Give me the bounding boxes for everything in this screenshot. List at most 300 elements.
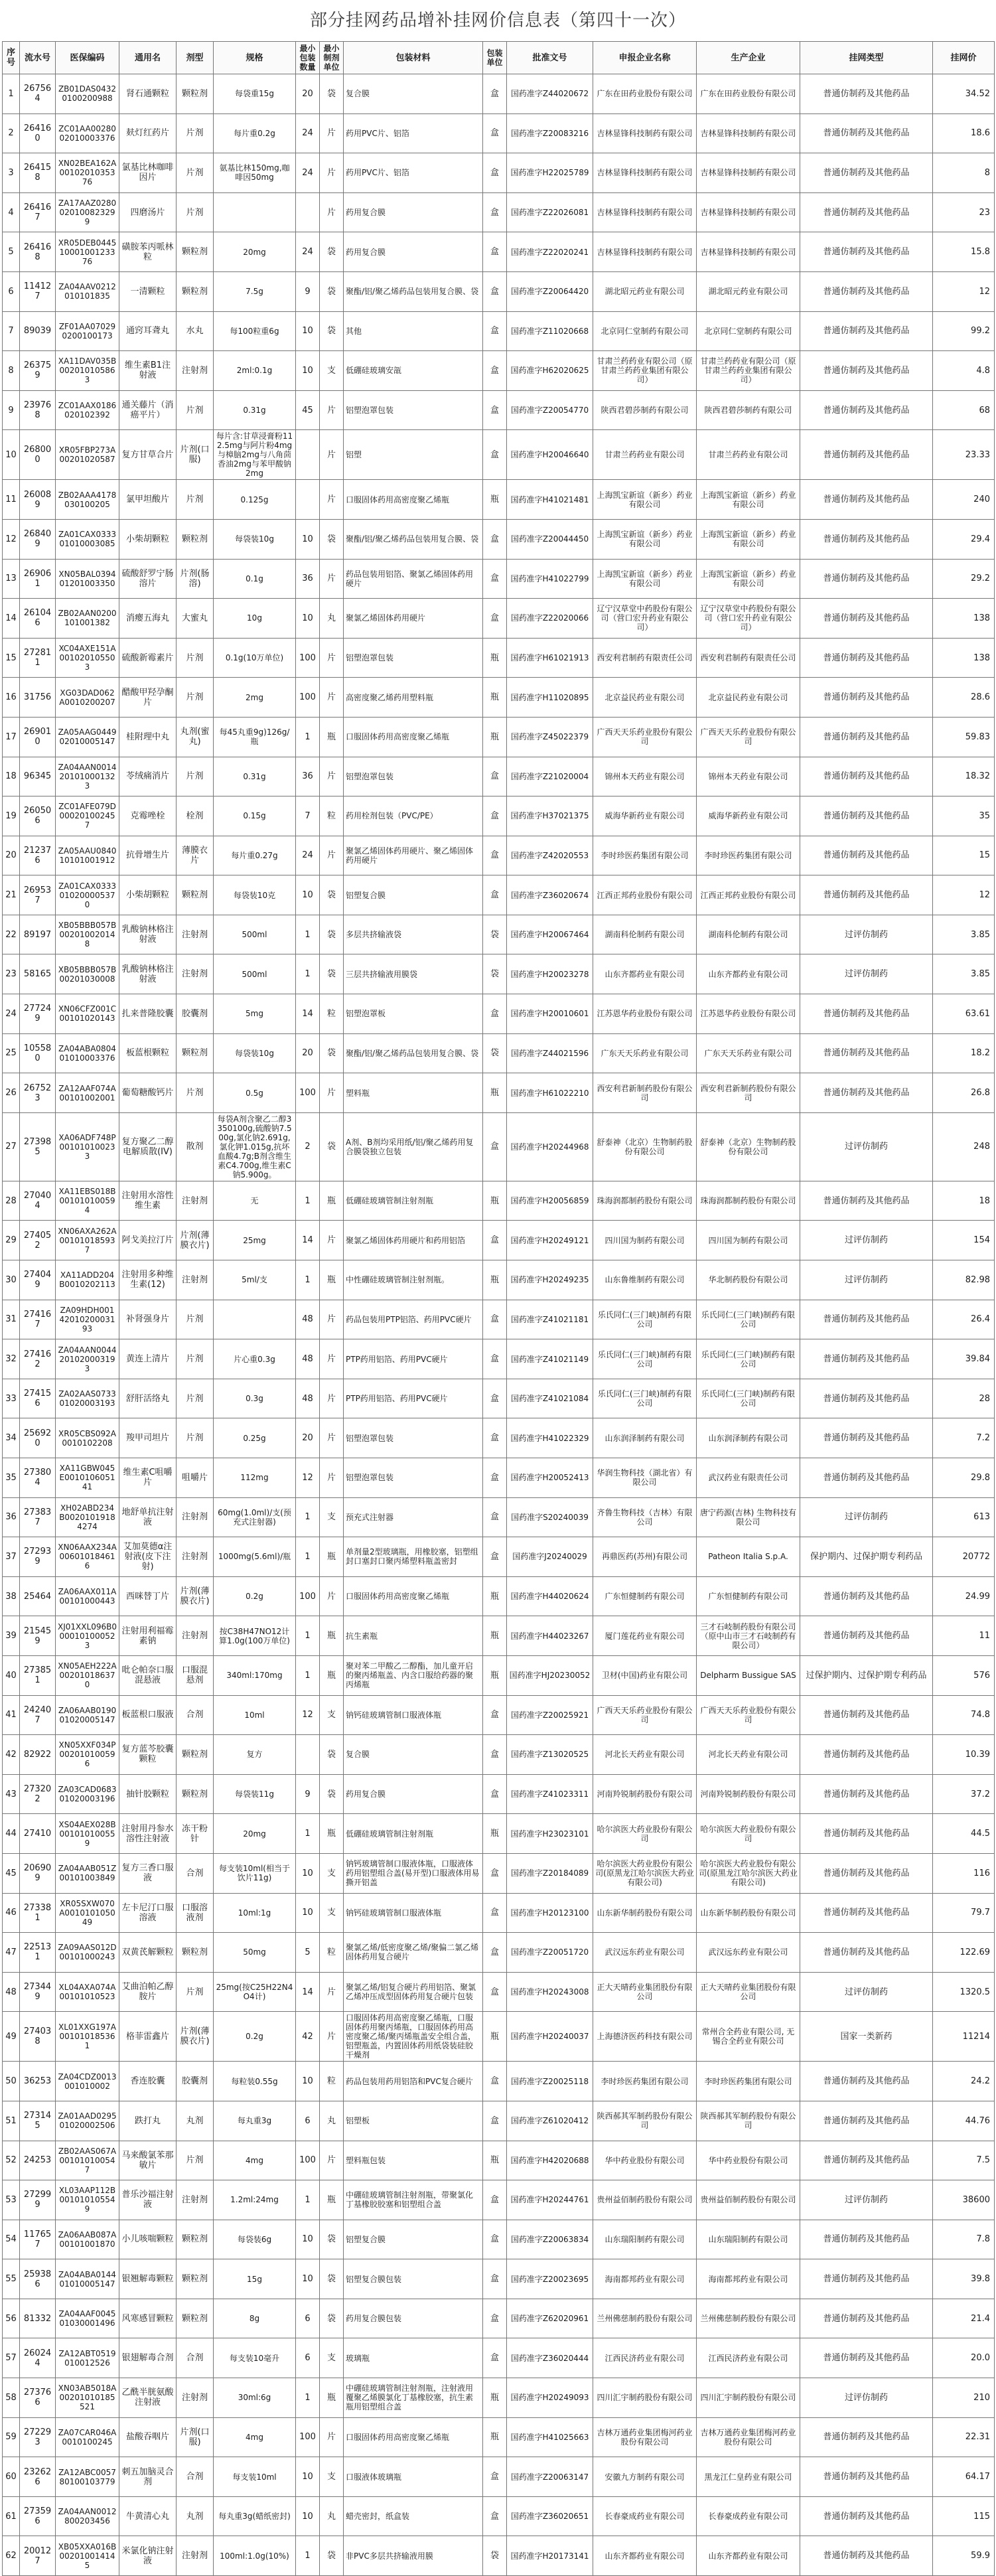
table-cell: 李时珍医药集团有限公司 bbox=[697, 836, 800, 875]
table-cell: 钠钙硅玻璃管制口服液体瓶 bbox=[344, 1695, 483, 1735]
table-cell: XC04AXE151A001020105503 bbox=[56, 638, 119, 678]
table-row bbox=[3, 1537, 995, 1577]
table-cell: 广东恒健制药有限公司 bbox=[697, 1576, 800, 1616]
table-cell: 24.99 bbox=[933, 1576, 995, 1616]
table-cell: 272811 bbox=[20, 638, 56, 678]
table-cell: 15g bbox=[214, 2259, 296, 2299]
table-cell: 聚氯乙烯固体药用硬片 bbox=[344, 599, 483, 639]
table-row bbox=[3, 1735, 995, 1775]
table-cell: 114127 bbox=[20, 271, 56, 311]
table-cell: 辽宁汉草堂中药股份有限公司（营口宏升药业有限公司） bbox=[697, 599, 800, 639]
table-cell: 片剂(口服) bbox=[177, 430, 214, 480]
table-cell: 国药准字Z20063834 bbox=[507, 2220, 593, 2259]
table-cell: 每支装10毫升 bbox=[214, 2338, 296, 2378]
table-cell: 注射剂 bbox=[177, 2536, 214, 2576]
table-cell: 广东在田药业股份有限公司 bbox=[697, 74, 800, 114]
table-cell: 每袋重15g bbox=[214, 74, 296, 114]
table-cell: 0.25g bbox=[214, 1418, 296, 1458]
table-cell: 58165 bbox=[20, 954, 56, 994]
table-cell: 铝塑 bbox=[344, 430, 483, 480]
table-cell: 64.17 bbox=[933, 2457, 995, 2497]
table-cell: 长春豪成药业有限公司 bbox=[697, 2496, 800, 2536]
table-cell: 湖北昭元药业有限公司 bbox=[593, 271, 697, 311]
table-cell: 瓶 bbox=[483, 1616, 507, 1656]
table-cell: 葡萄糖酸钙片 bbox=[119, 1073, 177, 1113]
table-cell: 中性硼硅玻璃管制注射剂瓶。 bbox=[344, 1260, 483, 1300]
table-row bbox=[3, 1497, 995, 1537]
table-cell: 112mg bbox=[214, 1458, 296, 1498]
page-title: 部分挂网药品增补挂网价信息表（第四十一次） bbox=[309, 11, 686, 31]
table-cell: 支 bbox=[320, 2338, 344, 2378]
table-cell: 片剂 bbox=[177, 1379, 214, 1418]
table-cell: ZB02AAS067A001010100547 bbox=[56, 2141, 119, 2180]
table-cell: 过评仿制药 bbox=[800, 915, 933, 954]
table-cell: 复合膜 bbox=[344, 1735, 483, 1775]
table-cell: ZA12AAF074A00101002001 bbox=[56, 1073, 119, 1113]
table-cell: 2mg bbox=[214, 678, 296, 718]
table-cell: 普通仿制药及其他药品 bbox=[800, 1616, 933, 1656]
table-cell: 44.76 bbox=[933, 2101, 995, 2141]
table-cell: 18.32 bbox=[933, 757, 995, 796]
table-cell: 普通仿制药及其他药品 bbox=[800, 757, 933, 796]
table-cell: 1 bbox=[296, 1655, 320, 1695]
table-cell: 颗粒剂 bbox=[177, 519, 214, 559]
table-cell: 粒 bbox=[320, 994, 344, 1034]
table-cell: 12 bbox=[296, 1695, 320, 1735]
table-cell: 瓶 bbox=[320, 1655, 344, 1695]
table-cell: 盒 bbox=[483, 1418, 507, 1458]
table-cell: 盒 bbox=[483, 1497, 507, 1537]
table-cell: 68 bbox=[933, 390, 995, 430]
table-cell: 注射用水溶性维生素 bbox=[119, 1181, 177, 1221]
table-cell: 粒 bbox=[320, 1933, 344, 1973]
table-cell: 20 bbox=[3, 836, 20, 875]
table-cell: 注射剂 bbox=[177, 1616, 214, 1656]
table-cell: 普通仿制药及其他药品 bbox=[800, 678, 933, 718]
table-cell: 19 bbox=[3, 796, 20, 836]
table-cell: 43 bbox=[3, 1774, 20, 1814]
table-cell: 山东鲁维制药有限公司 bbox=[593, 1260, 697, 1300]
table-cell: 国药准字Z20044450 bbox=[507, 519, 593, 559]
table-cell: 吉林显锋科技制药有限公司 bbox=[697, 153, 800, 193]
table-cell: 10.39 bbox=[933, 1735, 995, 1775]
table-cell: 四川国为制药有限公司 bbox=[593, 1221, 697, 1260]
table-cell: 0.125g bbox=[214, 480, 296, 520]
table-row bbox=[3, 599, 995, 639]
table-cell: 药用PVC片、铝箔 bbox=[344, 153, 483, 193]
table-cell: 支 bbox=[320, 1497, 344, 1537]
table-cell: 国药准字H41021481 bbox=[507, 480, 593, 520]
table-cell bbox=[296, 430, 320, 480]
table-cell: 片剂 bbox=[177, 1972, 214, 2012]
table-row bbox=[3, 1972, 995, 2012]
table-cell: 口服溶液剂 bbox=[177, 1893, 214, 1933]
table-cell: 272999 bbox=[20, 2180, 56, 2220]
table-cell: 6 bbox=[296, 2101, 320, 2141]
table-cell: 20 bbox=[296, 74, 320, 114]
table-cell: 注射剂 bbox=[177, 2378, 214, 2418]
table-cell: 盒 bbox=[483, 1300, 507, 1339]
table-cell: 10 bbox=[296, 599, 320, 639]
table-cell: 注射剂 bbox=[177, 351, 214, 391]
table-cell: 273381 bbox=[20, 1893, 56, 1933]
table-cell: 盒 bbox=[483, 1379, 507, 1418]
table-cell: 丸剂 bbox=[177, 2496, 214, 2536]
table-cell: 陕西郝其军制药股份有限公司 bbox=[593, 2101, 697, 2141]
table-cell: 盒 bbox=[483, 311, 507, 351]
table-cell: 药品包装用铝箔、聚氯乙烯固体药用硬片 bbox=[344, 559, 483, 599]
table-cell: 片 bbox=[320, 192, 344, 232]
table-row bbox=[3, 1033, 995, 1073]
table-cell: 普通仿制药及其他药品 bbox=[800, 2259, 933, 2299]
header-cell: 包装材料 bbox=[344, 42, 483, 74]
table-cell: 片 bbox=[320, 1379, 344, 1418]
table-cell: ZA04ABA014401010005147 bbox=[56, 2259, 119, 2299]
table-cell: 26 bbox=[3, 1073, 20, 1113]
table-cell: 片剂(薄膜衣片) bbox=[177, 1576, 214, 1616]
table-cell: 过保护期内、过保护期专利药品 bbox=[800, 1655, 933, 1695]
table-cell: 盒 bbox=[483, 271, 507, 311]
table-cell: 48 bbox=[296, 1300, 320, 1339]
table-cell: 5 bbox=[3, 232, 20, 272]
table-cell: 普通仿制药及其他药品 bbox=[800, 1458, 933, 1498]
table-cell: 81332 bbox=[20, 2299, 56, 2338]
table-cell: 舒泰神（北京）生物制药股份有限公司 bbox=[697, 1112, 800, 1181]
table-cell: 国药准字H20243008 bbox=[507, 1972, 593, 2012]
table-cell: 国药准字Z20063147 bbox=[507, 2457, 593, 2497]
table-row bbox=[3, 1418, 995, 1458]
table-cell: 6 bbox=[296, 2299, 320, 2338]
table-cell: 聚氯乙烯固体药用硬片、聚乙烯固体药用硬片 bbox=[344, 836, 483, 875]
table-cell: 6 bbox=[3, 271, 20, 311]
table-cell: 四川汇宇制药股份有限公司 bbox=[593, 2378, 697, 2418]
table-cell: 国药准字Z21020004 bbox=[507, 757, 593, 796]
table-cell: 片剂 bbox=[177, 192, 214, 232]
table-cell: ZB02AAN0200101001382 bbox=[56, 599, 119, 639]
table-cell: 0.31g bbox=[214, 757, 296, 796]
table-cell: 3.85 bbox=[933, 915, 995, 954]
table-row bbox=[3, 192, 995, 232]
table-cell: 消瘿五海丸 bbox=[119, 599, 177, 639]
table-cell: 口服固体药用高密度聚乙烯瓶 bbox=[344, 717, 483, 757]
table-cell bbox=[214, 192, 296, 232]
table-cell: 过评仿制药 bbox=[800, 1112, 933, 1181]
table-cell: 牛黄清心丸 bbox=[119, 2496, 177, 2536]
table-row bbox=[3, 2299, 995, 2338]
table-cell: 海南都邦药业有限公司 bbox=[697, 2259, 800, 2299]
table-cell: 哈尔滨医大药业股份有限公司 bbox=[593, 1814, 697, 1854]
table-cell: 59.83 bbox=[933, 717, 995, 757]
table-cell: 片剂 bbox=[177, 1300, 214, 1339]
table-cell: 国药准字Z20064420 bbox=[507, 271, 593, 311]
table-cell: 西安利君新制药股份有限公司 bbox=[697, 1073, 800, 1113]
table-cell: 瓶 bbox=[483, 1814, 507, 1854]
table-cell: 其他 bbox=[344, 311, 483, 351]
table-cell: 丸剂 bbox=[177, 2101, 214, 2141]
table-cell: 盒 bbox=[483, 2496, 507, 2536]
table-cell: 24 bbox=[3, 994, 20, 1034]
table-cell: 片剂(肠溶) bbox=[177, 559, 214, 599]
table-cell: 37.2 bbox=[933, 1774, 995, 1814]
table-cell: 11 bbox=[3, 480, 20, 520]
table-cell: 复方三香口服液 bbox=[119, 1853, 177, 1893]
table-cell: 20mg bbox=[214, 232, 296, 272]
table-cell: 三层共挤输液用膜袋 bbox=[344, 954, 483, 994]
table-cell: ZA02AAS073301020003193 bbox=[56, 1379, 119, 1418]
table-cell: 1 bbox=[296, 915, 320, 954]
table-cell: 10 bbox=[296, 351, 320, 391]
table-cell: 河南羚锐制药股份有限公司 bbox=[697, 1774, 800, 1814]
table-cell: 14 bbox=[296, 1221, 320, 1260]
table-cell: 国药准字Z22020066 bbox=[507, 599, 593, 639]
table-cell: 3 bbox=[3, 153, 20, 193]
table-cell: XB05BBB057B002010020148 bbox=[56, 915, 119, 954]
table-cell: 普通仿制药及其他药品 bbox=[800, 2101, 933, 2141]
table-row bbox=[3, 1379, 995, 1418]
table-cell: 桂附理中丸 bbox=[119, 717, 177, 757]
table-cell: 低硼硅玻璃管制注射剂瓶 bbox=[344, 1181, 483, 1221]
table-cell: 1 bbox=[296, 1260, 320, 1300]
table-cell: 黄连上清片 bbox=[119, 1339, 177, 1379]
table-cell: ZA05AAU084010101001912 bbox=[56, 836, 119, 875]
table-cell: 武汉药业有限责任公司 bbox=[697, 1458, 800, 1498]
table-cell: PTP药用铝箔、药用PVC硬片 bbox=[344, 1339, 483, 1379]
table-cell: 片剂(薄膜衣片) bbox=[177, 2012, 214, 2062]
table-cell: 刺五加脑灵合剂 bbox=[119, 2457, 177, 2497]
table-cell: 普通仿制药及其他药品 bbox=[800, 2457, 933, 2497]
table-cell: XH02ABD234B00201019184274 bbox=[56, 1497, 119, 1537]
table-cell: 260244 bbox=[20, 2338, 56, 2378]
table-cell: 国药准字Z20023695 bbox=[507, 2259, 593, 2299]
table-cell: 100 bbox=[296, 1576, 320, 1616]
table-cell: 武汉远东药业有限公司 bbox=[697, 1933, 800, 1973]
table-cell: 山东齐都药业有限公司 bbox=[697, 954, 800, 994]
table-cell: 普通仿制药及其他药品 bbox=[800, 311, 933, 351]
table-cell: 272939 bbox=[20, 1537, 56, 1577]
header-cell: 申报企业名称 bbox=[593, 42, 697, 74]
table-cell: 100 bbox=[296, 2141, 320, 2180]
table-cell: 铝塑泡罩包装 bbox=[344, 757, 483, 796]
table-cell: 盒 bbox=[483, 994, 507, 1034]
table-cell: 瓶 bbox=[483, 717, 507, 757]
table-cell: 国药准字H37021375 bbox=[507, 796, 593, 836]
table-cell: 138 bbox=[933, 638, 995, 678]
table-cell: 50mg bbox=[214, 1933, 296, 1973]
table-row bbox=[3, 430, 995, 480]
table-cell: 2ml:0.1g bbox=[214, 351, 296, 391]
table-cell: 安徽九方制药有限公司 bbox=[593, 2457, 697, 2497]
table-cell: 普通仿制药及其他药品 bbox=[800, 1695, 933, 1735]
table-cell: 胶囊剂 bbox=[177, 2062, 214, 2101]
table-cell: 盒 bbox=[483, 74, 507, 114]
table-cell: 18.6 bbox=[933, 114, 995, 153]
table-cell: 片剂 bbox=[177, 480, 214, 520]
table-row bbox=[3, 2012, 995, 2062]
table-cell: 山东瑞阳制药有限公司 bbox=[697, 2220, 800, 2259]
table-cell: 273985 bbox=[20, 1112, 56, 1181]
table-cell: 过评仿制药 bbox=[800, 954, 933, 994]
header-cell: 医保编码 bbox=[56, 42, 119, 74]
table-cell: 瓶 bbox=[320, 1181, 344, 1221]
table-row bbox=[3, 1853, 995, 1893]
table-cell: 42 bbox=[296, 2012, 320, 2062]
table-cell: 10 bbox=[296, 519, 320, 559]
table-cell: 江苏恩华药业股份有限公司 bbox=[593, 994, 697, 1034]
table-cell: 13 bbox=[3, 559, 20, 599]
table-cell: 袋 bbox=[320, 519, 344, 559]
table-cell: 袋 bbox=[320, 1735, 344, 1775]
table-cell: 双黄芪解颗粒 bbox=[119, 1933, 177, 1973]
table-cell: 28 bbox=[3, 1181, 20, 1221]
table-cell: 每粒装0.55g bbox=[214, 2062, 296, 2101]
table-cell: 片剂 bbox=[177, 390, 214, 430]
table-cell: 国药准字H20249235 bbox=[507, 1260, 593, 1300]
table-cell: 颗粒剂 bbox=[177, 271, 214, 311]
table-cell: 3.85 bbox=[933, 954, 995, 994]
table-cell: 普通仿制药及其他药品 bbox=[800, 2299, 933, 2338]
table-cell: 西咪替丁片 bbox=[119, 1576, 177, 1616]
table-cell: 46 bbox=[3, 1893, 20, 1933]
table-cell: 马来酸氯苯那敏片 bbox=[119, 2141, 177, 2180]
table-cell: 25 bbox=[3, 1033, 20, 1073]
header-cell: 生产企业 bbox=[697, 42, 800, 74]
table-cell: 340ml:170mg bbox=[214, 1655, 296, 1695]
table-cell: 国药准字Z20051720 bbox=[507, 1933, 593, 1973]
table-row bbox=[3, 2180, 995, 2220]
table-cell: 瓶 bbox=[483, 1181, 507, 1221]
table-row bbox=[3, 2417, 995, 2457]
table-cell: 9 bbox=[3, 390, 20, 430]
table-cell: 274049 bbox=[20, 1260, 56, 1300]
table-cell: 卫材(中国)药业有限公司 bbox=[593, 1655, 697, 1695]
table-cell: 乳酸钠林格注射液 bbox=[119, 954, 177, 994]
table-cell: 山东新华制药股份有限公司 bbox=[593, 1893, 697, 1933]
table-cell: 盒 bbox=[483, 836, 507, 875]
table-cell: 22.31 bbox=[933, 2417, 995, 2457]
table-cell: 23 bbox=[933, 192, 995, 232]
table-cell bbox=[214, 1300, 296, 1339]
table-cell: 国药准字Z41021181 bbox=[507, 1300, 593, 1339]
table-cell: 注射剂 bbox=[177, 1497, 214, 1537]
table-cell: 9 bbox=[296, 1774, 320, 1814]
table-cell: 盒 bbox=[483, 2062, 507, 2101]
table-cell: 四川国为制药有限公司 bbox=[697, 1221, 800, 1260]
table-cell: 通窍耳聋丸 bbox=[119, 311, 177, 351]
table-cell: 瓶 bbox=[320, 1616, 344, 1656]
table-cell: 三才石岐制药股份有限公司（原中山市三才石岐制药有限公司） bbox=[697, 1616, 800, 1656]
table-cell: 吉林万通药业集团梅河药业股份有限公司 bbox=[593, 2417, 697, 2457]
table-cell: 盒 bbox=[483, 1893, 507, 1933]
table-cell: 34.52 bbox=[933, 74, 995, 114]
table-cell: 蜡壳密封，纸盒装 bbox=[344, 2496, 483, 2536]
table-cell: 瓶 bbox=[320, 2180, 344, 2220]
table-cell: 江西正邦药业股份有限公司 bbox=[697, 875, 800, 915]
table-cell: 瓶 bbox=[483, 2012, 507, 2062]
header-cell: 通用名 bbox=[119, 42, 177, 74]
table-cell: 片 bbox=[320, 836, 344, 875]
table-cell: 盒 bbox=[483, 1695, 507, 1735]
table-cell: 普通仿制药及其他药品 bbox=[800, 480, 933, 520]
table-cell: 药用复合膜包装 bbox=[344, 2299, 483, 2338]
table-cell: 国药准字Z44020672 bbox=[507, 74, 593, 114]
table-cell: 9 bbox=[296, 271, 320, 311]
table-cell: 醋酸甲羟孕酮片 bbox=[119, 678, 177, 718]
table-cell: 普通仿制药及其他药品 bbox=[800, 2536, 933, 2576]
table-cell: 普通仿制药及其他药品 bbox=[800, 1073, 933, 1113]
table-cell: 袋 bbox=[483, 915, 507, 954]
table-row bbox=[3, 1073, 995, 1113]
table-cell: 哈尔滨医大药业股份有限公司 bbox=[697, 1814, 800, 1854]
table-cell: 100 bbox=[296, 1073, 320, 1113]
table-cell: XG03DAD062A0010200207 bbox=[56, 678, 119, 718]
table-cell: 盒 bbox=[483, 757, 507, 796]
table-cell: 水丸 bbox=[177, 311, 214, 351]
table-cell: 咀嚼片 bbox=[177, 1458, 214, 1498]
table-cell: 非PVC多层共挤输液用膜 bbox=[344, 2536, 483, 2576]
header-cell: 包装单位 bbox=[483, 42, 507, 74]
table-cell: 四磨汤片 bbox=[119, 192, 177, 232]
table-cell: 215459 bbox=[20, 1616, 56, 1656]
table-cell: 239768 bbox=[20, 390, 56, 430]
table-cell: 注射用丹参水溶性注射液 bbox=[119, 1814, 177, 1854]
table-cell: 25mg bbox=[214, 1221, 296, 1260]
table-cell: 21.4 bbox=[933, 2299, 995, 2338]
table-cell: 武汉远东药业有限公司 bbox=[593, 1933, 697, 1973]
table-cell: 盒 bbox=[483, 2457, 507, 2497]
table-cell: 甘肃兰药药业有限公司 bbox=[593, 430, 697, 480]
table-cell: 国药准字H20123100 bbox=[507, 1893, 593, 1933]
table-cell: 盒 bbox=[483, 2299, 507, 2338]
table-row bbox=[3, 2101, 995, 2141]
table-cell: 210 bbox=[933, 2378, 995, 2418]
table-cell: 片剂 bbox=[177, 757, 214, 796]
table-cell: 胶囊剂 bbox=[177, 994, 214, 1034]
table-cell: 15.8 bbox=[933, 232, 995, 272]
table-cell: 35 bbox=[933, 796, 995, 836]
table-cell: 普通仿制药及其他药品 bbox=[800, 1774, 933, 1814]
header-cell: 规格 bbox=[214, 42, 296, 74]
table-cell: 14 bbox=[296, 1972, 320, 2012]
table-cell: 通关藤片（消癌平片） bbox=[119, 390, 177, 430]
table-cell: 1 bbox=[296, 1814, 320, 1854]
table-cell: 唐宁药源(吉林) 生物科技有限公司 bbox=[697, 1497, 800, 1537]
table-cell: 山东新华制药股份有限公司 bbox=[697, 1893, 800, 1933]
table-cell bbox=[296, 480, 320, 520]
table-cell: 海南都邦药业有限公司 bbox=[593, 2259, 697, 2299]
table-cell: 232626 bbox=[20, 2457, 56, 2497]
table-cell: 片 bbox=[320, 1972, 344, 2012]
header-cell: 流水号 bbox=[20, 42, 56, 74]
table-cell: 片 bbox=[320, 390, 344, 430]
table-cell: 100ml:1.0g(10%) bbox=[214, 2536, 296, 2576]
table-cell: 30ml:6g bbox=[214, 2378, 296, 2418]
table-cell: 湖北昭元药业有限公司 bbox=[697, 271, 800, 311]
table-cell: 60 bbox=[3, 2457, 20, 2497]
table-cell: 口服混悬剂 bbox=[177, 1655, 214, 1695]
table-cell: 国药准字H61021913 bbox=[507, 638, 593, 678]
table-cell: 每袋装10g bbox=[214, 1033, 296, 1073]
table-cell: 7 bbox=[296, 796, 320, 836]
table-cell: 7 bbox=[3, 311, 20, 351]
table-cell: 273202 bbox=[20, 1774, 56, 1814]
table-cell: 264160 bbox=[20, 114, 56, 153]
table-cell: 国药准字H20244761 bbox=[507, 2180, 593, 2220]
table-cell: 普通仿制药及其他药品 bbox=[800, 232, 933, 272]
table-cell: 0.5g bbox=[214, 1073, 296, 1113]
table-cell: 28 bbox=[933, 1379, 995, 1418]
table-cell: 袋 bbox=[320, 311, 344, 351]
table-cell: XR05FBP273A00201020587 bbox=[56, 430, 119, 480]
